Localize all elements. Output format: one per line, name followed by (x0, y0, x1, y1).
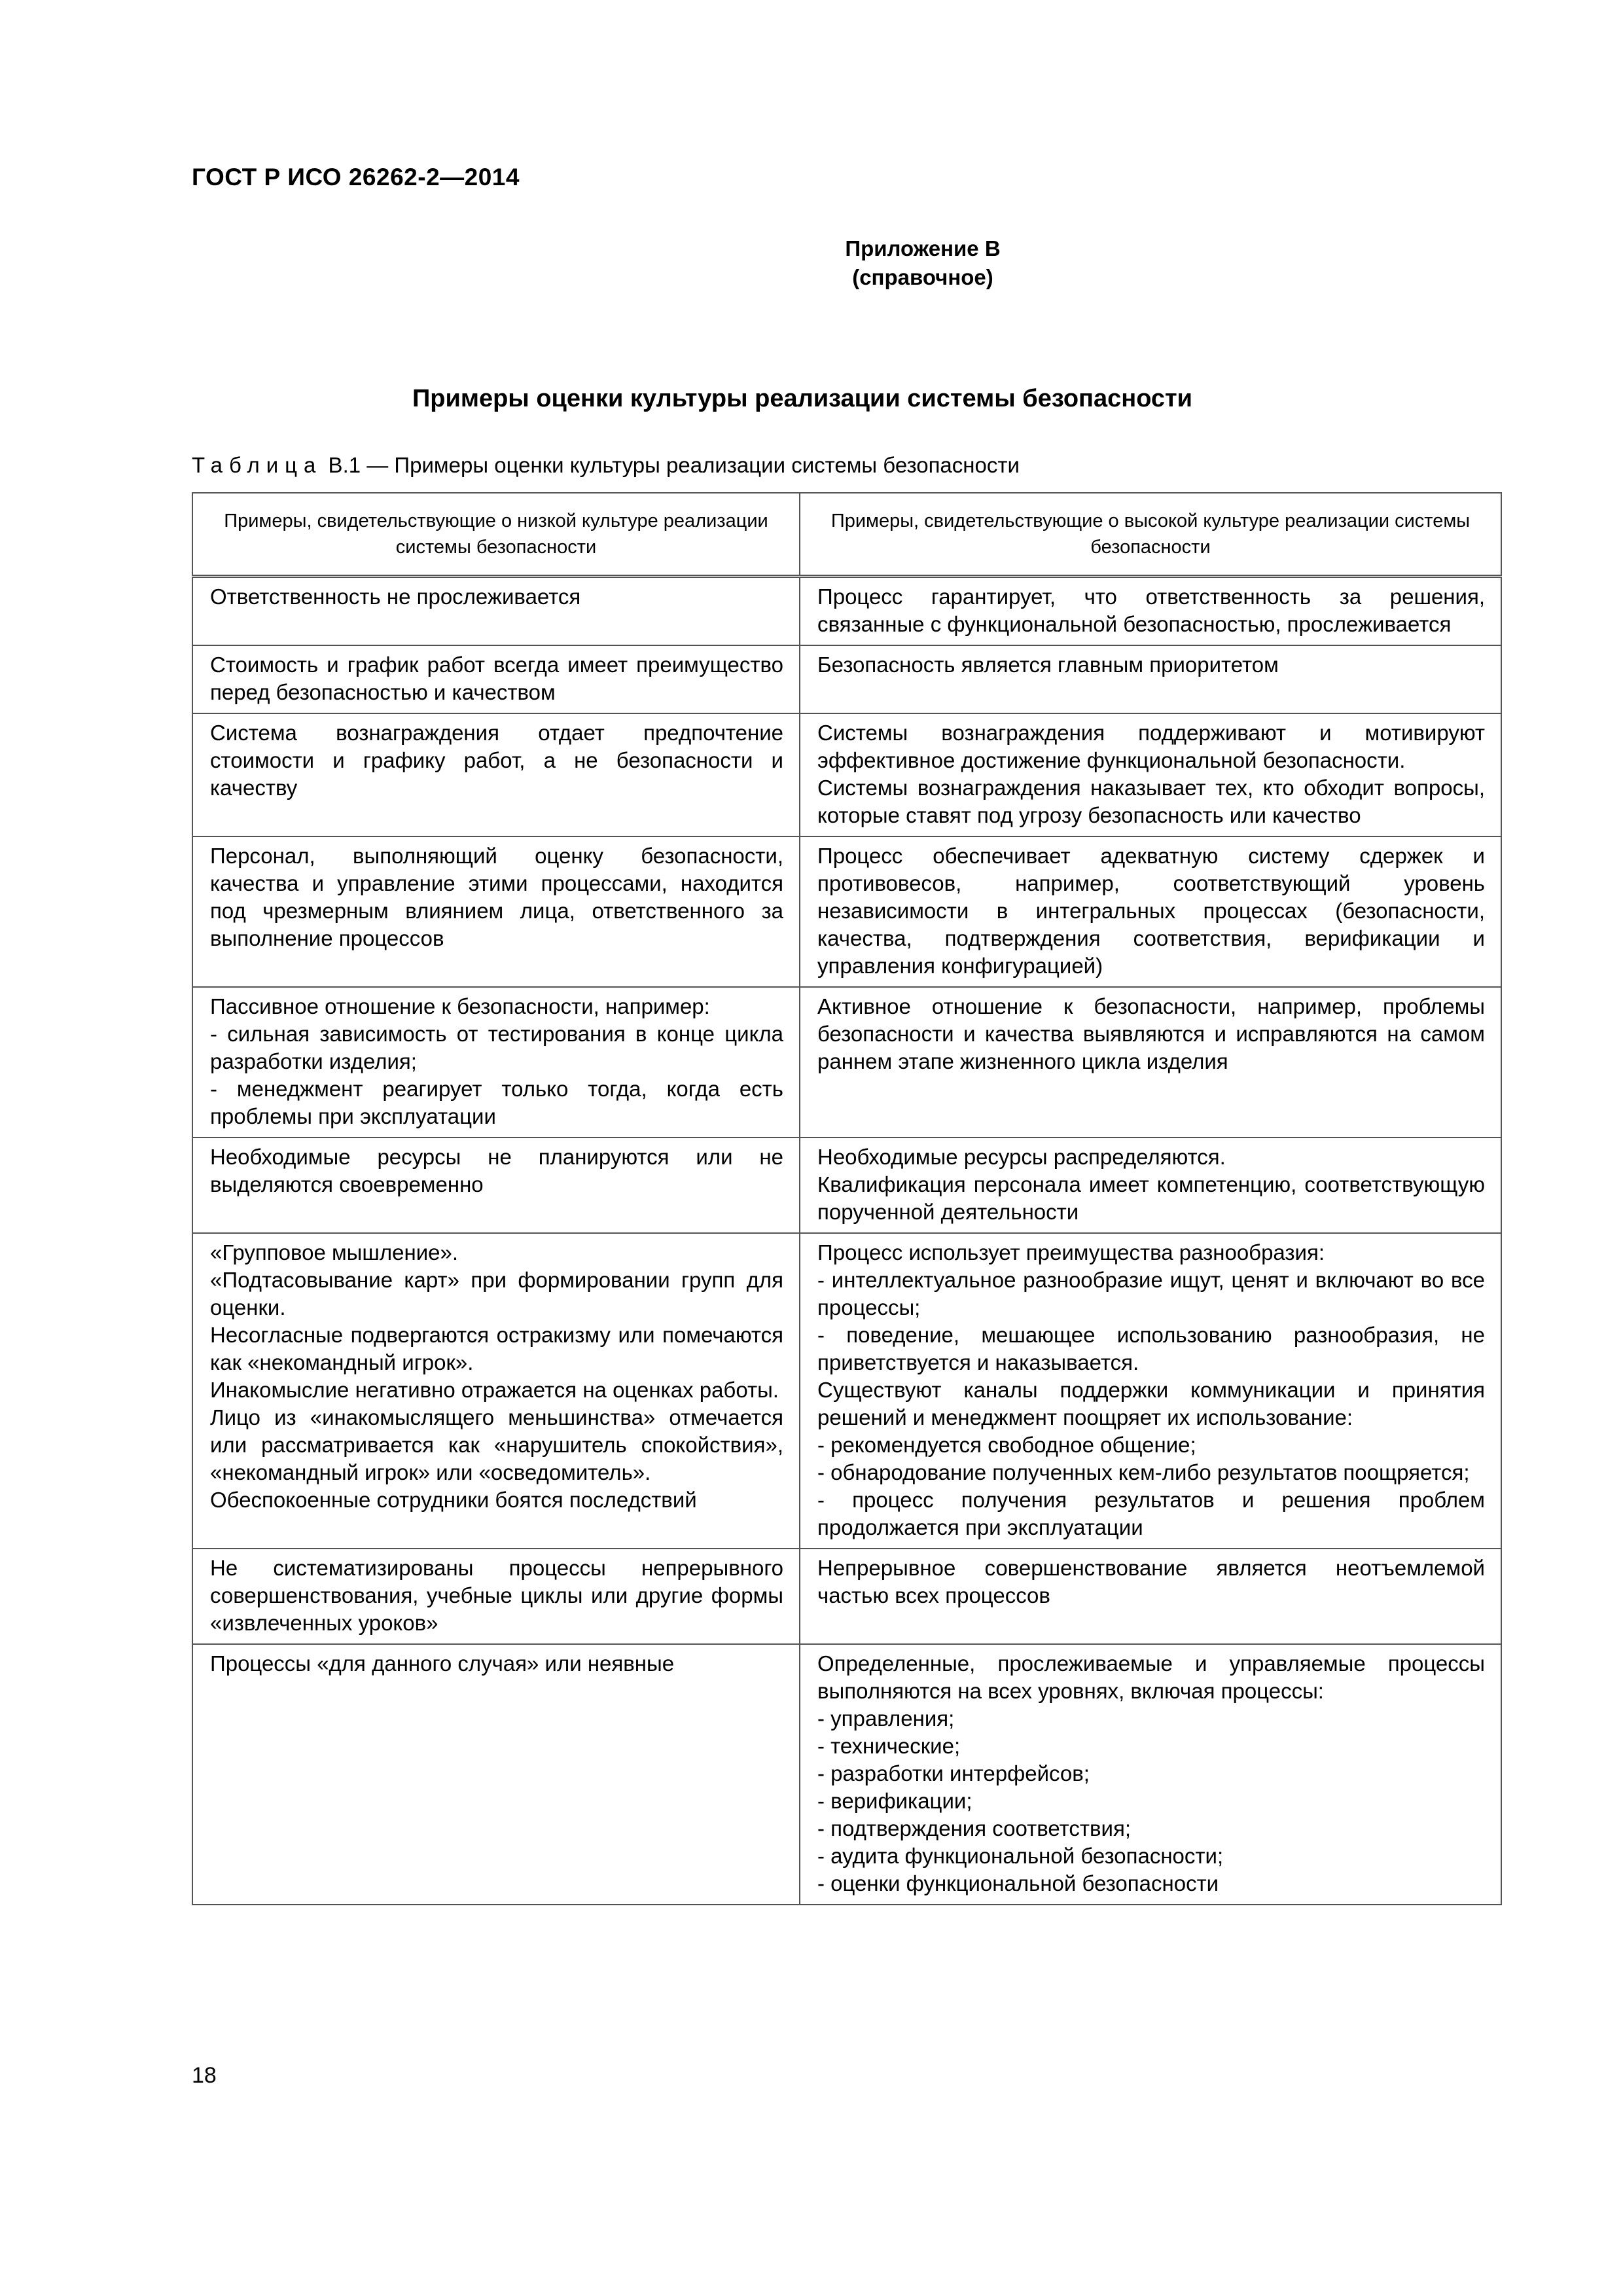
cell-low-culture (192, 836, 800, 987)
cell-low-culture (192, 987, 800, 1138)
table-caption (192, 453, 1020, 478)
table-caption-label: Таблица (192, 453, 323, 477)
cell-text-line: Квалификация персонала имеет компетенцию, соответствующую порученной деятельности (817, 1172, 1485, 1224)
cell-high-culture (800, 1233, 1501, 1549)
cell-text-line: Процесс использует преимущества разнообразия: (817, 1240, 1325, 1265)
cell-text-line: - обнародование полученных кем-либо результатов поощряется; (817, 1460, 1470, 1484)
cell-text-line: Персонал, выполняющий оценку безопасности, качества и управление этими процессами, находится под чрезмерным влиянием лица, ответственного за выполнение процессов (210, 844, 783, 950)
cell-text-line: Лицо из «инакомыслящего меньшинства» отмечается или рассматривается как «нарушитель спокойствия», «некомандный игрок» или «осведомитель». (210, 1405, 783, 1484)
cell-text-line: Обеспокоенные сотрудники боятся последствий (210, 1488, 697, 1512)
cell-text-line: - аудита функциональной безопасности; (817, 1844, 1224, 1868)
cell-text-line: - технические; (817, 1734, 961, 1758)
cell-text-line: Безопасность является главным приоритетом (817, 653, 1279, 677)
cell-high-culture (800, 577, 1501, 646)
cell-text-line: - процесс получения результатов и решения проблем продолжается при эксплуатации (817, 1488, 1485, 1539)
cell-text-line: Существуют каналы поддержки коммуникации и принятия решений и менеджмент поощряет их использование: (817, 1378, 1485, 1429)
table-row (192, 987, 1501, 1138)
cell-high-culture (800, 987, 1501, 1138)
cell-text-line: - рекомендуется свободное общение; (817, 1433, 1196, 1457)
table-row (192, 1549, 1501, 1644)
table-row (192, 645, 1501, 713)
cell-text-line: - верификации; (817, 1789, 972, 1813)
table-row (192, 1233, 1501, 1549)
cell-text-line: - управления; (817, 1706, 955, 1731)
cell-low-culture (192, 1138, 800, 1233)
table-row (192, 1138, 1501, 1233)
cell-text-line: Процесс обеспечивает адекватную систему сдержек и противовесов, например, соответствующий уровень независимости в интегральных процессах (безопасности, качества, подтверждения соответствия, верификации и управления конфигурацией) (817, 844, 1485, 978)
cell-text-line: - менеджмент реагирует только тогда, когда есть проблемы при эксплуатации (210, 1077, 783, 1128)
cell-high-culture (800, 836, 1501, 987)
appendix-type: (справочное) (852, 265, 993, 289)
cell-text-line: - разработки интерфейсов; (817, 1761, 1090, 1785)
cell-text-line: Не систематизированы процессы непрерывного совершенствования, учебные циклы или другие формы «извлеченных уроков» (210, 1556, 783, 1635)
cell-text-line: Несогласные подвергаются остракизму или помечаются как «некомандный игрок». (210, 1323, 783, 1374)
cell-low-culture (192, 577, 800, 646)
page-title: Примеры оценки культуры реализации системы безопасности (412, 385, 1193, 412)
cell-text-line: Системы вознаграждения наказывает тех, кто обходит вопросы, которые ставят под угрозу безопасность или качество (817, 776, 1485, 827)
cell-text-line: Необходимые ресурсы распределяются. (817, 1145, 1226, 1169)
table-caption-text: В.1 — Примеры оценки культуры реализации системы безопасности (322, 453, 1020, 477)
appendix-label: Приложение В (845, 236, 1001, 260)
table-row (192, 713, 1501, 836)
cell-text-line: Инакомыслие негативно отражается на оценках работы. (210, 1378, 779, 1402)
cell-high-culture (800, 713, 1501, 836)
cell-text-line: - интеллектуальное разнообразие ищут, ценят и включают во все процессы; (817, 1268, 1485, 1319)
cell-text-line: Системы вознаграждения поддерживают и мотивируют эффективное достижение функциональной безопасности. (817, 721, 1485, 772)
cell-text-line: - оценки функциональной безопасности (817, 1871, 1219, 1895)
header-high-culture: Примеры, свидетельствующие о высокой культуре реализации системы безопасности (800, 493, 1501, 577)
cell-low-culture (192, 1644, 800, 1905)
header-low-culture: Примеры, свидетельствующие о низкой культуре реализации системы безопасности (192, 493, 800, 577)
cell-text-line: «Групповое мышление». (210, 1240, 459, 1265)
cell-text-line: «Подтасовывание карт» при формировании групп для оценки. (210, 1268, 783, 1319)
table-row (192, 577, 1501, 646)
cell-low-culture (192, 713, 800, 836)
cell-high-culture (800, 645, 1501, 713)
cell-text-line: - сильная зависимость от тестирования в конце цикла разработки изделия; (210, 1022, 783, 1073)
cell-text-line: Процесс гарантирует, что ответственность за решения, связанные с функциональной безопасностью, прослеживается (817, 584, 1485, 636)
cell-low-culture (192, 645, 800, 713)
cell-text-line: Пассивное отношение к безопасности, например: (210, 994, 710, 1018)
cell-text-line: Ответственность не прослеживается (210, 584, 581, 609)
cell-text-line: Процессы «для данного случая» или неявные (210, 1651, 675, 1676)
cell-text-line: Стоимость и график работ всегда имеет преимущество перед безопасностью и качеством (210, 653, 783, 704)
cell-high-culture (800, 1138, 1501, 1233)
cell-high-culture (800, 1549, 1501, 1644)
document-code: ГОСТ Р ИСО 26262-2—2014 (192, 164, 520, 190)
cell-text-line: Необходимые ресурсы не планируются или не выделяются своевременно (210, 1145, 783, 1196)
cell-low-culture (192, 1549, 800, 1644)
cell-text-line: Непрерывное совершенствование является неотъемлемой частью всех процессов (817, 1556, 1485, 1607)
cell-text-line: Система вознаграждения отдает предпочтение стоимости и графику работ, а не безопасности и качеству (210, 721, 783, 800)
table-row (192, 1644, 1501, 1905)
table-body (192, 577, 1501, 1905)
cell-text-line: - поведение, мешающее использованию разнообразия, не приветствуется и наказывается. (817, 1323, 1485, 1374)
page-number: 18 (192, 2063, 217, 2088)
table-header-row (192, 493, 1501, 577)
cell-text-line: - подтверждения соответствия; (817, 1816, 1132, 1840)
appendix-heading (654, 234, 1191, 292)
cell-high-culture (800, 1644, 1501, 1905)
cell-text-line: Активное отношение к безопасности, например, проблемы безопасности и качества выявляются и исправляются на самом раннем этапе жизненного цикла изделия (817, 994, 1485, 1073)
cell-text-line: Определенные, прослеживаемые и управляемые процессы выполняются на всех уровнях, включая процессы: (817, 1651, 1485, 1703)
cell-low-culture (192, 1233, 800, 1549)
safety-culture-table (192, 492, 1502, 1905)
table-row (192, 836, 1501, 987)
